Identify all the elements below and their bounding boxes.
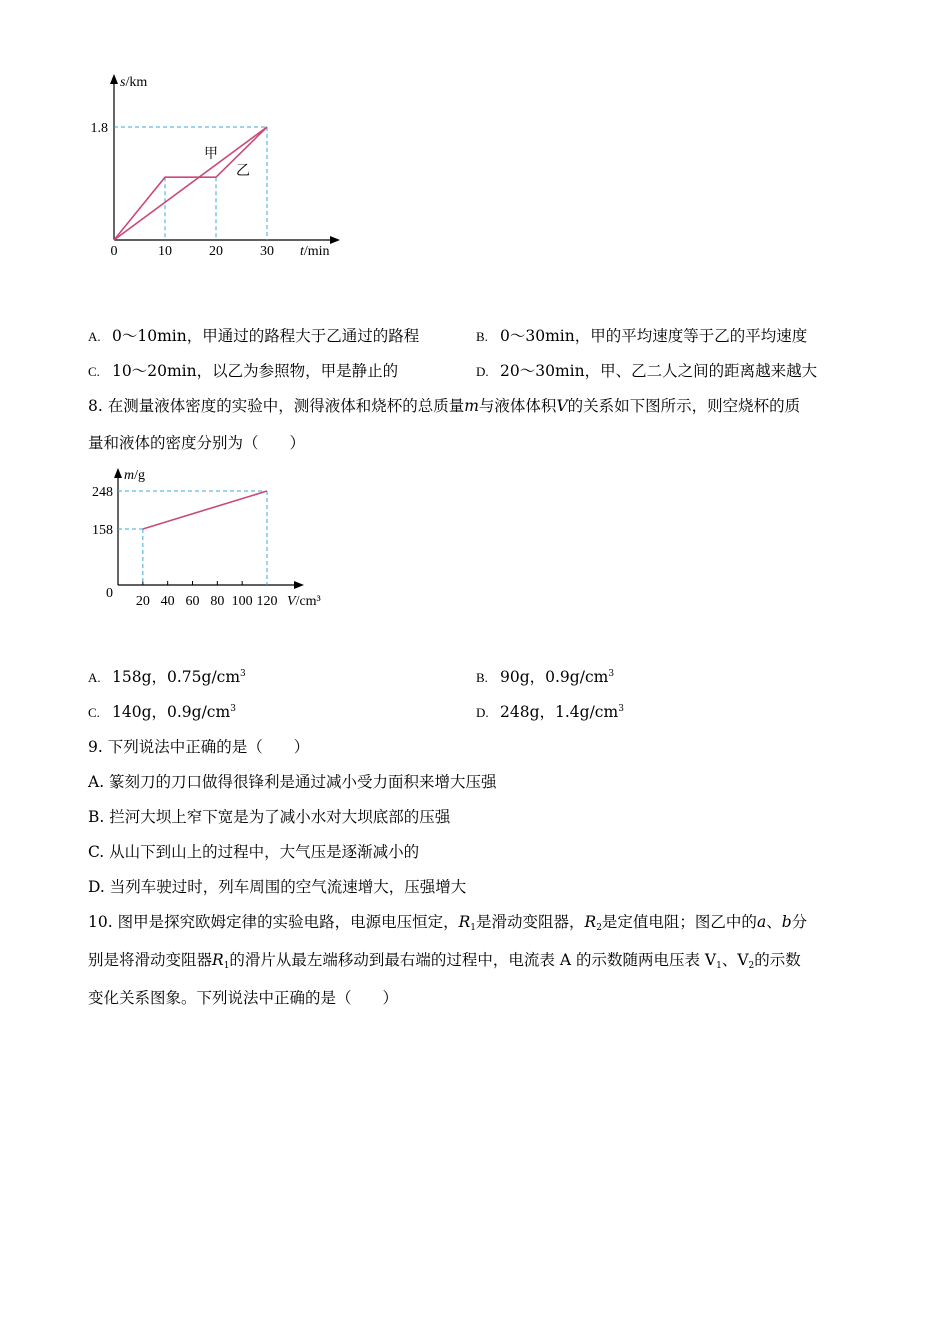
q10-sub: 1	[470, 923, 476, 933]
series-line	[143, 491, 267, 529]
q9-stem: 9. 下列说法中正确的是（ ）	[88, 738, 310, 756]
x-tick-label: 10	[158, 244, 172, 259]
q10-text: 变化关系图象。下列说法中正确的是（ ）	[88, 989, 399, 1007]
q10-text: 10. 图甲是探究欧姆定律的实验电路，电源电压恒定，	[88, 913, 459, 931]
x-tick-label: 0	[110, 244, 118, 259]
q10-text: 是定值电阻；图乙中的	[601, 913, 757, 931]
q8-stem-line1	[88, 396, 800, 416]
chart-m-v-content	[92, 468, 321, 609]
q10-sub: 1	[716, 961, 722, 971]
option-text: 90g，0.9g/cm	[500, 668, 609, 686]
chart-m-v	[0, 455, 950, 625]
q7-option-a	[88, 326, 419, 347]
option-letter: A.	[88, 329, 101, 344]
option-letter: A.	[88, 670, 101, 685]
series-line-jia	[114, 127, 267, 240]
q10-var-r1: R	[458, 913, 471, 931]
option-letter: C.	[88, 705, 100, 720]
q8-text-line2: 量和液体的密度分别为（ ）	[88, 434, 306, 452]
option-letter: B.	[476, 329, 488, 344]
option-sup: 3	[618, 704, 624, 714]
y-axis-label: m/g	[124, 468, 146, 483]
option-letter: B.	[476, 670, 488, 685]
q10-text: 别是将滑动变阻器	[88, 951, 213, 969]
q10-sub: 1	[223, 961, 230, 971]
q8-option-b	[476, 667, 614, 688]
series-label-yi: 乙	[236, 164, 250, 179]
option-sup: 3	[240, 669, 246, 679]
y-axis-arrow	[110, 74, 118, 84]
q10-sub: 2	[596, 923, 602, 933]
chart-s-t	[0, 0, 950, 300]
option-text: 0～30min，甲的平均速度等于乙的平均速度	[500, 327, 808, 345]
option-letter: D.	[476, 705, 489, 720]
option-sup: 3	[230, 704, 236, 714]
q10-text: 的滑片从最左端移动到最右端的过程中，电流表 A 的示数随两电压表 V	[229, 951, 717, 969]
q8-stem-line2	[88, 433, 305, 453]
option-sup: 3	[608, 669, 615, 679]
q10-text: 是滑动变阻器，	[476, 913, 585, 931]
option-text: 20～30min，甲、乙二人之间的距离越来越大	[500, 362, 818, 380]
q10-text: 分	[791, 913, 808, 931]
option-text: 140g，0.9g/cm	[112, 703, 231, 721]
q10-text: 、	[766, 913, 782, 931]
option-letter: C.	[88, 364, 100, 379]
q8-text-c: 的关系如下图所示，则空烧杯的质	[567, 397, 801, 415]
x-tick-label: 20	[209, 244, 223, 259]
q10-var-a: a	[756, 913, 767, 931]
q8-text-a: 8. 在测量液体密度的实验中，测得液体和烧杯的总质量	[88, 397, 465, 415]
y-axis-arrow	[114, 468, 122, 478]
y-axis-label: s/km	[120, 75, 148, 90]
x-axis-label: t/min	[300, 244, 330, 259]
q8-text-b: 与液体体积	[478, 397, 557, 415]
x-tick-label: 80	[210, 594, 225, 609]
q10-var-r2: R	[584, 913, 597, 931]
x-tick-label: 100	[231, 594, 253, 609]
x-axis-label: V/cm³	[287, 594, 321, 609]
x-tick-label: 30	[260, 244, 274, 259]
y-tick-label: 158	[92, 523, 113, 538]
series-label-jia: 甲	[204, 147, 218, 162]
q7-option-d	[476, 361, 817, 382]
q7-option-c	[88, 361, 398, 382]
q9-option-b: B. 拦河大坝上窄下宽是为了减小水对大坝底部的压强	[88, 808, 451, 826]
q8-var-m: m	[464, 397, 479, 415]
q9-option-a: A. 篆刻刀的刀口做得很锋利是通过减小受力面积来增大压强	[88, 773, 497, 791]
q10-stem-line1	[88, 912, 807, 932]
y-tick-label: 0	[106, 586, 113, 601]
q8-var-v: V	[556, 397, 568, 415]
q9-option-c: C. 从山下到山上的过程中，大气压是逐渐减小的	[88, 843, 420, 861]
q8-option-c	[88, 702, 236, 723]
x-tick-label: 60	[185, 594, 200, 609]
option-text: 248g，1.4g/cm	[500, 703, 619, 721]
x-axis-arrow	[294, 581, 304, 589]
option-text: 10～20min，以乙为参照物，甲是静止的	[112, 362, 399, 380]
q8-option-d	[476, 702, 624, 723]
option-text: 158g，0.75g/cm	[112, 668, 241, 686]
x-tick-label: 20	[135, 594, 150, 609]
q10-stem-line2	[88, 950, 801, 970]
option-text: 0～10min，甲通过的路程大于乙通过的路程	[112, 327, 420, 345]
x-tick-label: 120	[256, 594, 278, 609]
q10-text: 的示数	[754, 951, 801, 969]
q7-option-b	[476, 326, 807, 347]
q10-text: 、V	[721, 951, 749, 969]
q8-option-a	[88, 667, 246, 688]
x-tick-label: 40	[160, 594, 175, 609]
q10-var-b: b	[781, 913, 792, 931]
q10-var-r1: R	[212, 951, 224, 969]
q10-stem-line3	[88, 988, 398, 1008]
y-tick-label: 248	[92, 485, 113, 500]
q9-option-d: D. 当列车驶过时，列车周围的空气流速增大，压强增大	[88, 878, 467, 896]
y-tick-label: 1.8	[90, 121, 108, 136]
option-letter: D.	[476, 364, 489, 379]
chart-s-t-content	[91, 74, 341, 259]
q10-sub: 2	[748, 961, 755, 971]
x-axis-arrow	[330, 236, 340, 244]
